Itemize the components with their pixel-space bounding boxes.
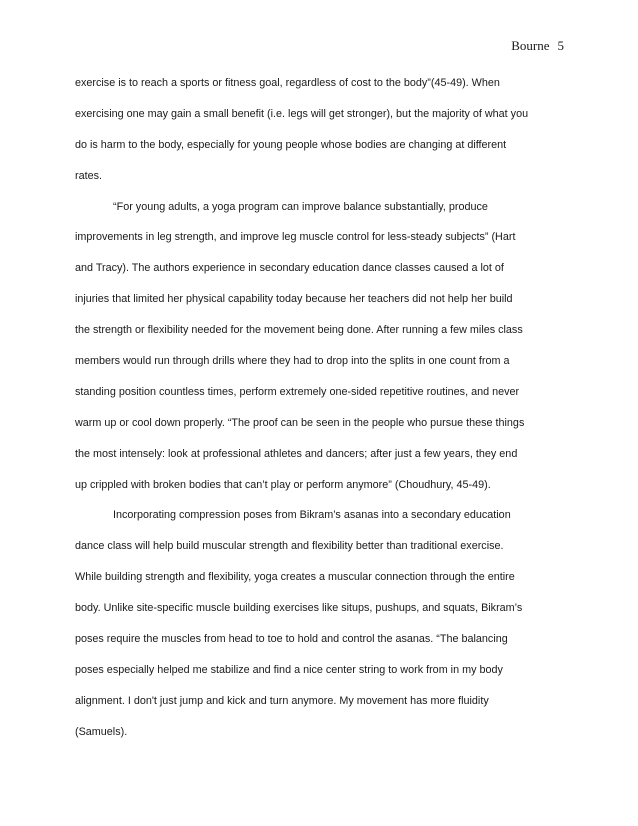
text-line: poses especially helped me stabilize and find a nice center string to work from in my body	[75, 663, 503, 676]
text-line: dance class will help build muscular strength and flexibility better than traditional exercise.	[75, 540, 504, 553]
running-header	[511, 38, 564, 54]
text-line: alignment. I don't just jump and kick and turn anymore. My movement has more fluidity	[75, 694, 489, 707]
text-line: body. Unlike site-specific muscle building exercises like situps, pushups, and squats, Bikram’s	[75, 602, 523, 615]
text-line: standing position countless times, perform extremely one-sided repetitive routines, and never	[75, 385, 520, 398]
text-line: warm up or cool down properly. “The proof can be seen in the people who pursue these things	[75, 416, 525, 429]
text-line: up crippled with broken bodies that can’t play or perform anymore” (Choudhury, 45-49).	[75, 478, 491, 491]
text-line: members would run through drills where they had to drop into the splits in one count from a	[75, 355, 510, 368]
page-number: 5	[557, 38, 564, 53]
text-line: While building strength and flexibility, yoga creates a muscular connection through the entire	[75, 571, 515, 584]
text-line: the strength or flexibility needed for the movement being done. After running a few miles class	[75, 324, 523, 337]
text-line: and Tracy). The authors experience in secondary education dance classes caused a lot of	[75, 262, 504, 275]
text-line: improvements in leg strength, and improve leg muscle control for less-steady subjects” (Hart	[75, 231, 516, 244]
text-line: poses require the muscles from head to toe to hold and control the asanas. “The balancing	[75, 633, 508, 646]
text-line: injuries that limited her physical capability today because her teachers did not help her build	[75, 293, 513, 306]
text-line: exercise is to reach a sports or fitness goal, regardless of cost to the body”(45-49). When	[75, 77, 500, 89]
text-line: do is harm to the body, especially for young people whose bodies are changing at different	[75, 138, 507, 151]
body-text	[75, 75, 575, 755]
header-author: Bourne	[511, 38, 550, 53]
text-line: (Samuels).	[75, 725, 128, 738]
text-line: exercising one may gain a small benefit (i.e. legs will get stronger), but the majority of what you	[75, 107, 529, 120]
text-line: rates.	[75, 169, 103, 182]
text-line: Incorporating compression poses from Bikram’s asanas into a secondary education	[113, 509, 511, 522]
text-line: the most intensely: look at professional athletes and dancers; after just a few years, they end	[75, 447, 518, 460]
text-line: “For young adults, a yoga program can improve balance substantially, produce	[113, 200, 488, 213]
